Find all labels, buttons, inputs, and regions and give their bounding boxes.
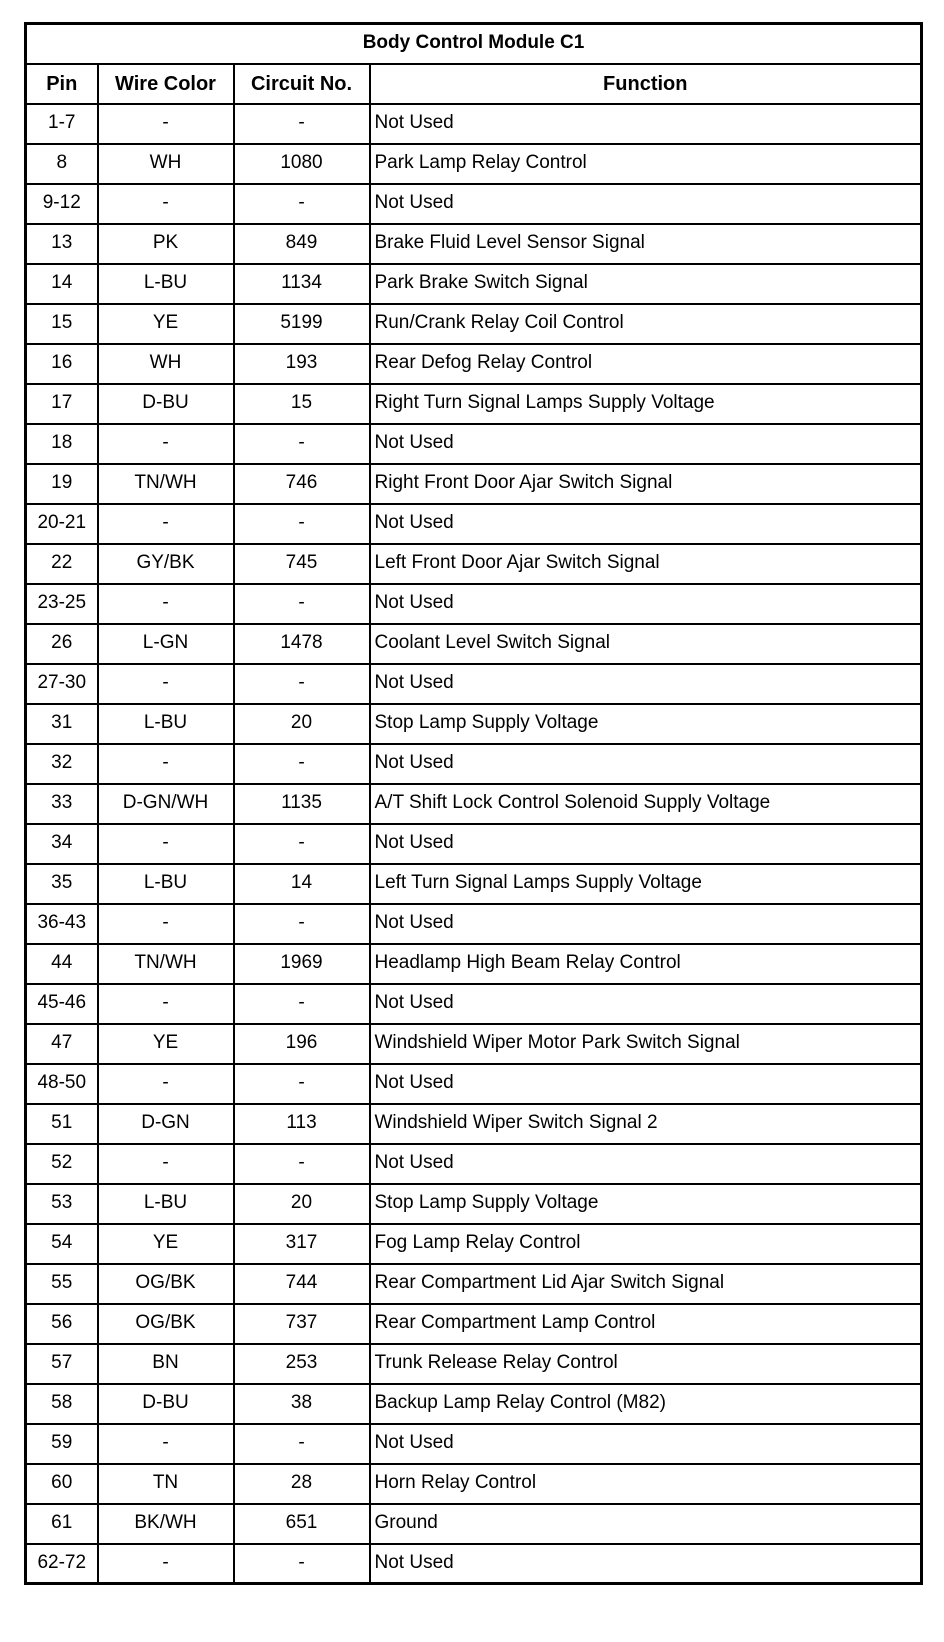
circuit-no-cell: 38 [234,1384,370,1424]
pin-cell: 17 [26,384,98,424]
wire-color-cell: - [98,424,234,464]
wire-color-cell: PK [98,224,234,264]
table-row [26,704,922,744]
wire-color-cell: - [98,1544,234,1584]
wire-color-cell: GY/BK [98,544,234,584]
wire-color-cell: OG/BK [98,1264,234,1304]
function-cell: Not Used [370,1544,922,1584]
wire-color-cell: YE [98,1224,234,1264]
table-row [26,1184,922,1224]
circuit-no-cell: 1969 [234,944,370,984]
table-row [26,584,922,624]
function-cell: Rear Defog Relay Control [370,344,922,384]
function-cell: Not Used [370,584,922,624]
pin-cell: 52 [26,1144,98,1184]
table-row [26,344,922,384]
wire-color-cell: - [98,824,234,864]
circuit-no-cell: 1478 [234,624,370,664]
function-cell: Backup Lamp Relay Control (M82) [370,1384,922,1424]
function-cell: Left Front Door Ajar Switch Signal [370,544,922,584]
pin-cell: 27-30 [26,664,98,704]
circuit-no-cell: 737 [234,1304,370,1344]
wire-color-cell: WH [98,144,234,184]
table-row [26,104,922,144]
function-cell: Park Lamp Relay Control [370,144,922,184]
pin-cell: 9-12 [26,184,98,224]
function-cell: Left Turn Signal Lamps Supply Voltage [370,864,922,904]
pin-cell: 31 [26,704,98,744]
table-row [26,1264,922,1304]
pin-cell: 26 [26,624,98,664]
table-row [26,1344,922,1384]
wire-color-cell: TN/WH [98,464,234,504]
circuit-no-cell: 1135 [234,784,370,824]
circuit-no-cell: 196 [234,1024,370,1064]
table-row [26,1144,922,1184]
table-row [26,824,922,864]
pin-cell: 57 [26,1344,98,1384]
function-cell: Run/Crank Relay Coil Control [370,304,922,344]
table-row [26,864,922,904]
table-row [26,184,922,224]
pin-cell: 53 [26,1184,98,1224]
circuit-no-cell: - [234,584,370,624]
function-cell: Rear Compartment Lamp Control [370,1304,922,1344]
wire-color-cell: - [98,744,234,784]
function-cell: Not Used [370,664,922,704]
pin-cell: 33 [26,784,98,824]
wire-color-cell: - [98,1144,234,1184]
function-cell: Windshield Wiper Motor Park Switch Signal [370,1024,922,1064]
circuit-no-cell: - [234,104,370,144]
circuit-no-cell: - [234,744,370,784]
table-row [26,384,922,424]
circuit-no-cell: - [234,1064,370,1104]
table-row [26,1464,922,1504]
pin-cell: 32 [26,744,98,784]
wire-color-cell: L-BU [98,704,234,744]
function-cell: Brake Fluid Level Sensor Signal [370,224,922,264]
circuit-no-cell: - [234,904,370,944]
circuit-no-cell: 1134 [234,264,370,304]
wire-color-cell: BK/WH [98,1504,234,1544]
function-cell: Not Used [370,904,922,944]
table-row [26,984,922,1024]
wire-color-cell: - [98,1424,234,1464]
pin-cell: 51 [26,1104,98,1144]
table-row [26,1384,922,1424]
wire-color-cell: - [98,1064,234,1104]
pin-cell: 48-50 [26,1064,98,1104]
circuit-no-cell: - [234,184,370,224]
pin-cell: 34 [26,824,98,864]
circuit-no-cell: 20 [234,704,370,744]
table-row [26,784,922,824]
table-row [26,664,922,704]
table-title: Body Control Module C1 [26,24,922,64]
wire-color-cell: L-BU [98,1184,234,1224]
column-header-wire-color: Wire Color [98,64,234,104]
function-cell: Windshield Wiper Switch Signal 2 [370,1104,922,1144]
wire-color-cell: TN/WH [98,944,234,984]
pin-cell: 18 [26,424,98,464]
table-row [26,1304,922,1344]
circuit-no-cell: - [234,984,370,1024]
circuit-no-cell: - [234,1144,370,1184]
circuit-no-cell: 253 [234,1344,370,1384]
pinout-table [24,22,923,1585]
pin-cell: 8 [26,144,98,184]
function-cell: Fog Lamp Relay Control [370,1224,922,1264]
wire-color-cell: YE [98,304,234,344]
wire-color-cell: - [98,904,234,944]
title-row [26,24,922,64]
table-row [26,1224,922,1264]
circuit-no-cell: 113 [234,1104,370,1144]
function-cell: Not Used [370,1144,922,1184]
circuit-no-cell: - [234,424,370,464]
circuit-no-cell: 849 [234,224,370,264]
circuit-no-cell: 15 [234,384,370,424]
function-cell: Not Used [370,1424,922,1464]
function-cell: Not Used [370,984,922,1024]
wire-color-cell: L-GN [98,624,234,664]
wire-color-cell: BN [98,1344,234,1384]
wire-color-cell: WH [98,344,234,384]
wire-color-cell: - [98,984,234,1024]
pin-cell: 60 [26,1464,98,1504]
function-cell: Not Used [370,184,922,224]
function-cell: Not Used [370,744,922,784]
table-row [26,144,922,184]
table-row [26,264,922,304]
circuit-no-cell: 28 [234,1464,370,1504]
table-row [26,1544,922,1584]
circuit-no-cell: - [234,1544,370,1584]
wire-color-cell: YE [98,1024,234,1064]
wire-color-cell: OG/BK [98,1304,234,1344]
wire-color-cell: - [98,504,234,544]
circuit-no-cell: 651 [234,1504,370,1544]
column-header-function: Function [370,64,922,104]
circuit-no-cell: 746 [234,464,370,504]
pin-cell: 61 [26,1504,98,1544]
circuit-no-cell: 5199 [234,304,370,344]
circuit-no-cell: 317 [234,1224,370,1264]
function-cell: Not Used [370,104,922,144]
function-cell: Stop Lamp Supply Voltage [370,704,922,744]
function-cell: Not Used [370,1064,922,1104]
pin-cell: 1-7 [26,104,98,144]
function-cell: Not Used [370,504,922,544]
wire-color-cell: TN [98,1464,234,1504]
table-row [26,1024,922,1064]
wire-color-cell: L-BU [98,264,234,304]
function-cell: Ground [370,1504,922,1544]
function-cell: Stop Lamp Supply Voltage [370,1184,922,1224]
function-cell: Horn Relay Control [370,1464,922,1504]
function-cell: Not Used [370,424,922,464]
pin-cell: 19 [26,464,98,504]
circuit-no-cell: 14 [234,864,370,904]
circuit-no-cell: 744 [234,1264,370,1304]
function-cell: Trunk Release Relay Control [370,1344,922,1384]
wire-color-cell: - [98,184,234,224]
pin-cell: 15 [26,304,98,344]
circuit-no-cell: 745 [234,544,370,584]
circuit-no-cell: - [234,664,370,704]
table-row [26,744,922,784]
function-cell: A/T Shift Lock Control Solenoid Supply Voltage [370,784,922,824]
column-header-pin: Pin [26,64,98,104]
function-cell: Right Front Door Ajar Switch Signal [370,464,922,504]
circuit-no-cell: 1080 [234,144,370,184]
table-row [26,224,922,264]
wire-color-cell: L-BU [98,864,234,904]
function-cell: Rear Compartment Lid Ajar Switch Signal [370,1264,922,1304]
function-cell: Not Used [370,824,922,864]
pin-cell: 14 [26,264,98,304]
table-row [26,544,922,584]
wire-color-cell: D-GN/WH [98,784,234,824]
circuit-no-cell: 20 [234,1184,370,1224]
pin-cell: 58 [26,1384,98,1424]
pin-cell: 22 [26,544,98,584]
column-header-circuit-no: Circuit No. [234,64,370,104]
circuit-no-cell: - [234,504,370,544]
pin-cell: 45-46 [26,984,98,1024]
circuit-no-cell: - [234,1424,370,1464]
circuit-no-cell: 193 [234,344,370,384]
pin-cell: 54 [26,1224,98,1264]
table-row [26,1104,922,1144]
pin-cell: 20-21 [26,504,98,544]
wire-color-cell: - [98,584,234,624]
pin-cell: 36-43 [26,904,98,944]
table-row [26,944,922,984]
function-cell: Coolant Level Switch Signal [370,624,922,664]
wire-color-cell: D-BU [98,1384,234,1424]
pin-cell: 16 [26,344,98,384]
table-row [26,1424,922,1464]
function-cell: Headlamp High Beam Relay Control [370,944,922,984]
table-row [26,424,922,464]
table-row [26,464,922,504]
function-cell: Right Turn Signal Lamps Supply Voltage [370,384,922,424]
table-row [26,1504,922,1544]
wire-color-cell: - [98,104,234,144]
pin-cell: 59 [26,1424,98,1464]
table-row [26,904,922,944]
wire-color-cell: D-GN [98,1104,234,1144]
circuit-no-cell: - [234,824,370,864]
table-row [26,1064,922,1104]
pin-cell: 44 [26,944,98,984]
pin-cell: 13 [26,224,98,264]
pin-cell: 55 [26,1264,98,1304]
function-cell: Park Brake Switch Signal [370,264,922,304]
pin-cell: 35 [26,864,98,904]
header-row [26,64,922,104]
pin-cell: 62-72 [26,1544,98,1584]
pin-cell: 56 [26,1304,98,1344]
pin-cell: 47 [26,1024,98,1064]
wire-color-cell: - [98,664,234,704]
table-row [26,624,922,664]
table-row [26,304,922,344]
wire-color-cell: D-BU [98,384,234,424]
pin-cell: 23-25 [26,584,98,624]
table-row [26,504,922,544]
